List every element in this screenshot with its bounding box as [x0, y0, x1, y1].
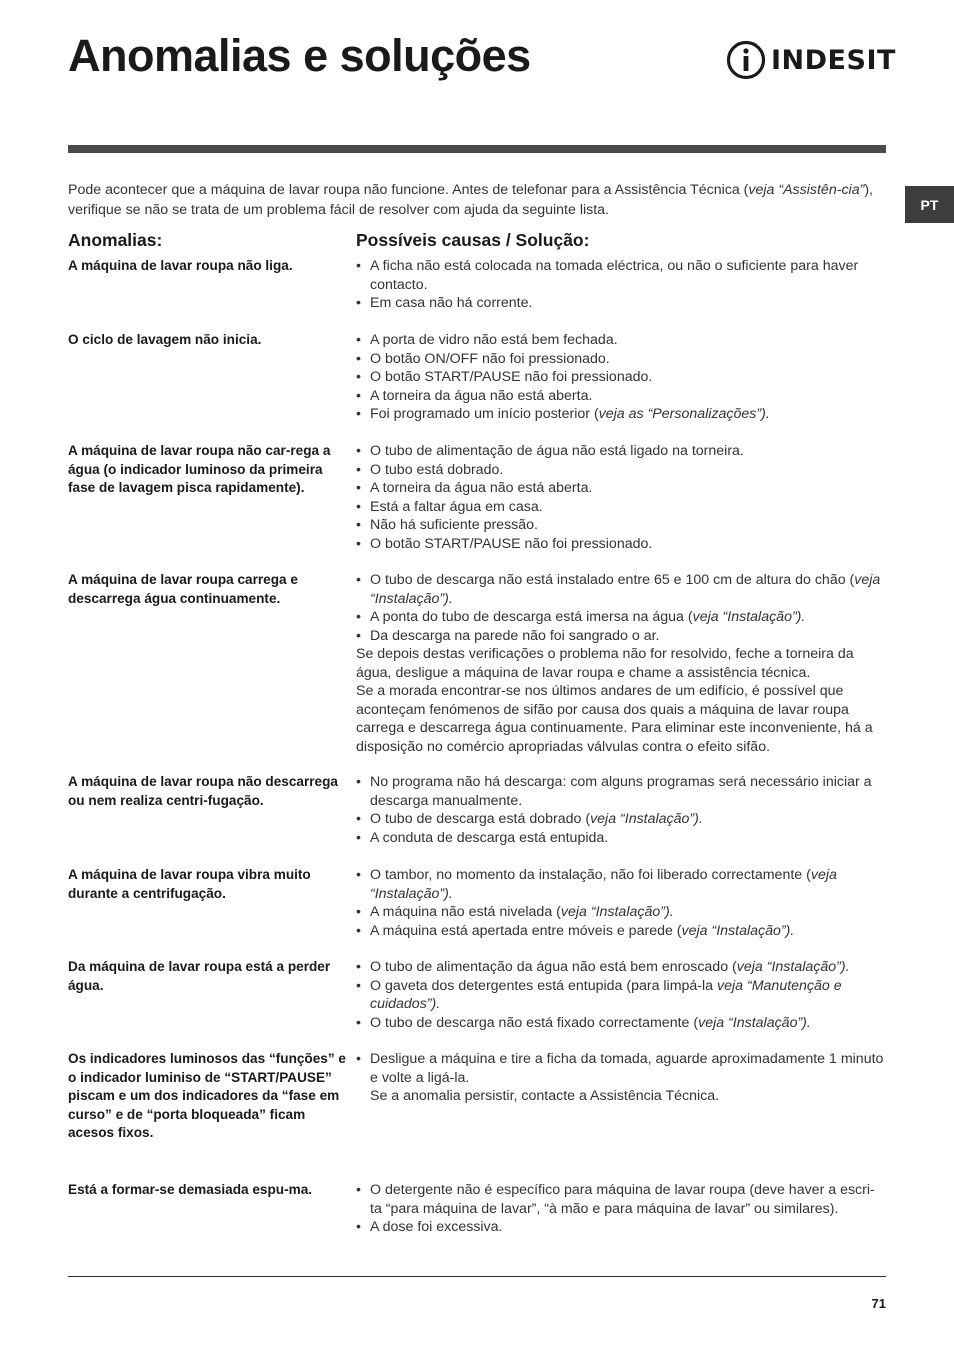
causes-list [356, 958, 886, 1032]
cause-item: • A dose foi excessiva. [356, 1218, 886, 1237]
anomaly-text: Da máquina de lavar roupa está a perder água. [68, 959, 331, 993]
causes-list [356, 866, 886, 940]
causes-list [356, 257, 886, 313]
anomaly-text: A máquina de lavar roupa não car-rega a água (o indicador luminoso da primeira fase de lavagem pisca rapidamente). [68, 443, 331, 495]
cause-item: • O gaveta dos detergentes está entupida (para limpá-la veja “Manutenção e cuidados”). [356, 977, 886, 1014]
cause-item: • A ponta do tubo de descarga está imersa na água (veja “Instalação”). [356, 608, 886, 627]
cause-item: • Da descarga na parede não foi sangrado o ar. [356, 627, 886, 646]
cause-item: • A torneira da água não está aberta. [356, 479, 886, 498]
cause-item: • O tubo de alimentação de água não está ligado na torneira. [356, 442, 886, 461]
cause-item: • No programa não há descarga: com alguns programas será necessário iniciar a descarga manualmente. [356, 773, 886, 810]
page-title: Anomalias e soluções [68, 30, 531, 81]
brand-wordmark: INDESIT [771, 44, 896, 76]
cause-item: • A conduta de descarga está entupida. [356, 829, 886, 848]
cause-item: • O tubo está dobrado. [356, 461, 886, 480]
causes-list [356, 1050, 886, 1106]
page-number: 71 [871, 1296, 886, 1311]
anomaly-text: A máquina de lavar roupa carrega e descarrega água continuamente. [68, 572, 298, 606]
footer-divider [68, 1276, 886, 1277]
cause-item: • A torneira da água não está aberta. [356, 387, 886, 406]
indesit-i-icon [726, 39, 766, 81]
note-text: Se a anomalia persistir, contacte a Assistência Técnica. [370, 1088, 720, 1104]
cause-item: • Em casa não há corrente. [356, 294, 886, 313]
causes-list [356, 331, 886, 424]
anomaly-text: Os indicadores luminosos das “funções” e o indicador luminiso de “START/PAUSE” piscam e um dos indicadores da “fase em curso” e de “porta bloqueada” ficam acesos fixos. [68, 1051, 346, 1140]
cause-item: • O botão ON/OFF não foi pressionado. [356, 350, 886, 369]
cause-item: • A porta de vidro não está bem fechada. [356, 331, 886, 350]
solutions-heading: Possíveis causas / Solução: [356, 230, 590, 250]
anomaly-text: A máquina de lavar roupa não liga. [68, 258, 293, 273]
anomalies-heading: Anomalias: [68, 230, 163, 250]
causes-list [356, 571, 886, 756]
note-text: Se depois destas verificações o problema não for resolvido, feche a torneira da água, desligue a máquina de lavar roupa e chame a assistência técnica. [356, 646, 854, 681]
cause-item: • A ficha não está colocada na tomada eléctrica, ou não o suficiente para haver contacto. [356, 257, 886, 294]
cause-item: • Está a faltar água em casa. [356, 498, 886, 517]
cause-item: • O tubo de descarga não está fixado correctamente (veja “Instalação”). [356, 1014, 886, 1033]
cause-item: • O tambor, no momento da instalação, não foi liberado correctamente (veja “Instalação”). [356, 866, 886, 903]
cause-item: • O tubo de alimentação da água não está bem enroscado (veja “Instalação”). [356, 958, 886, 977]
causes-list [356, 1181, 886, 1237]
cause-item: • O tubo de descarga está dobrado (veja “Instalação”). [356, 810, 886, 829]
cause-item: • O botão START/PAUSE não foi pressionado. [356, 368, 886, 387]
language-tab: PT [905, 186, 954, 223]
cause-item: • A máquina não está nivelada (veja “Instalação”). [356, 903, 886, 922]
anomaly-text: O ciclo de lavagem não inicia. [68, 332, 262, 347]
header-divider [68, 145, 886, 153]
cause-item: • A máquina está apertada entre móveis e parede (veja “Instalação”). [356, 922, 886, 941]
cause-item: • O tubo de descarga não está instalado entre 65 e 100 cm de altura do chão (veja “Instalação”). [356, 571, 886, 608]
causes-list [356, 442, 886, 553]
cause-item: • Desligue a máquina e tire a ficha da tomada, aguarde aproximadamente 1 minuto e volte a ligá-la. [356, 1050, 886, 1087]
cause-item: • Não há suficiente pressão. [356, 516, 886, 535]
anomaly-text: Está a formar-se demasiada espu-ma. [68, 1182, 313, 1197]
cause-item: • O detergente não é específico para máquina de lavar roupa (deve haver a escri-ta “para máquina de lavar”, “à mão e para máquina de lavar” ou similares). [356, 1181, 886, 1218]
cause-item: • O botão START/PAUSE não foi pressionado. [356, 535, 886, 554]
cause-item: • Foi programado um início posterior (veja as “Personalizações”). [356, 405, 886, 424]
causes-list [356, 773, 886, 847]
intro-paragraph: Pode acontecer que a máquina de lavar roupa não funcione. Antes de telefonar para a Assistência Técnica (veja “Assistên-cia”), verifique se não se trata de um problema fácil de resolver com ajuda da seguinte lista. [68, 182, 873, 218]
note-text: Se a morada encontrar-se nos últimos andares de um edifício, é possível que aconteçam fenómenos de sifão por causa dos quais a máquina de lavar roupa carrega e descarrega água continuamente. Para eliminar este inconveniente, há a disposição no comércio apropriadas válvulas contra o efeito sifão. [356, 683, 873, 755]
anomaly-text: A máquina de lavar roupa vibra muito durante a centrifugação. [68, 867, 311, 901]
brand-logo [726, 38, 896, 82]
anomaly-text: A máquina de lavar roupa não descarrega ou nem realiza centri-fugação. [68, 774, 338, 808]
